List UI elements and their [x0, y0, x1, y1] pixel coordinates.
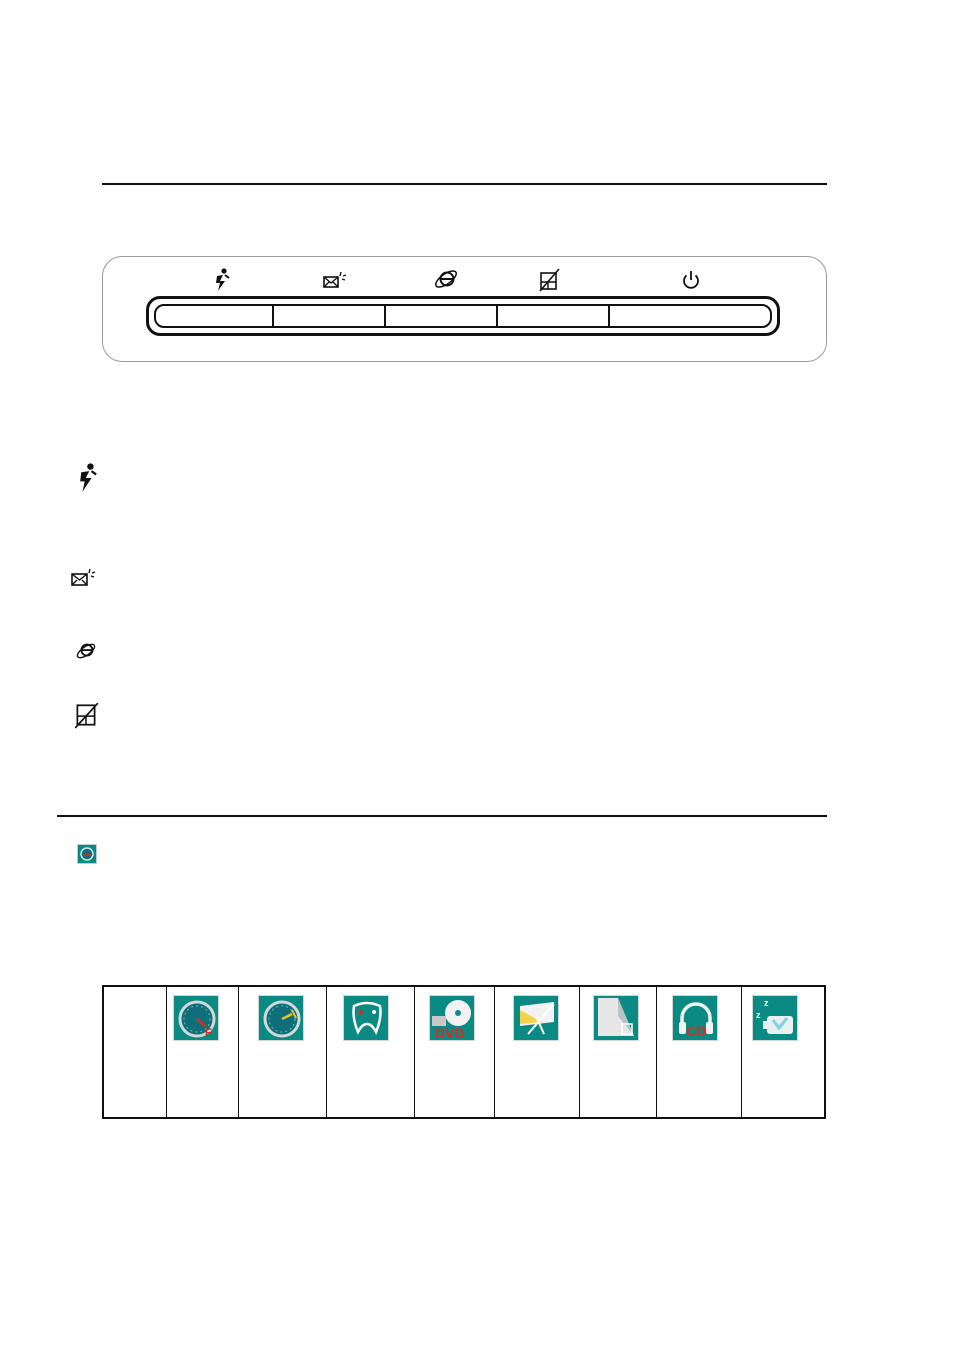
power4-gear-button[interactable] — [156, 306, 274, 326]
power-mode-icon-table — [102, 985, 826, 1119]
email-icon — [321, 267, 347, 293]
power4-gear-tray-icon — [77, 844, 97, 864]
hotkey-button-bar — [146, 296, 780, 336]
svg-text:z: z — [756, 1010, 761, 1020]
email-icon — [69, 567, 97, 594]
gamepad-icon — [343, 995, 389, 1041]
hotkey-icon-row — [103, 267, 826, 293]
svg-text:CD: CD — [686, 1023, 707, 1039]
svg-text:F: F — [205, 1027, 212, 1039]
headphones-cd-icon — [672, 995, 718, 1041]
internet-icon — [433, 267, 459, 293]
section-divider-top — [102, 183, 827, 185]
speedometer-icon — [258, 995, 304, 1041]
svg-text:DVD: DVD — [435, 1025, 465, 1041]
touchpad-lock-icon — [536, 267, 562, 293]
section-divider-middle — [57, 815, 827, 817]
hotkey-panel — [102, 256, 827, 362]
battery-sleep-icon — [752, 995, 798, 1041]
power4-gear-icon — [208, 267, 234, 293]
document-icon — [593, 995, 639, 1041]
touchpad-lock-button[interactable] — [498, 306, 610, 326]
power-button[interactable] — [610, 306, 770, 326]
power-icon — [678, 267, 704, 293]
svg-text:z: z — [764, 998, 769, 1008]
presentation-icon — [513, 995, 559, 1041]
speedometer-high-icon — [173, 995, 219, 1041]
email-button[interactable] — [274, 306, 386, 326]
internet-icon — [74, 640, 98, 667]
touchpad-lock-icon — [72, 701, 100, 734]
power4-gear-icon — [72, 462, 102, 499]
internet-button[interactable] — [386, 306, 498, 326]
dvd-icon — [429, 995, 475, 1041]
